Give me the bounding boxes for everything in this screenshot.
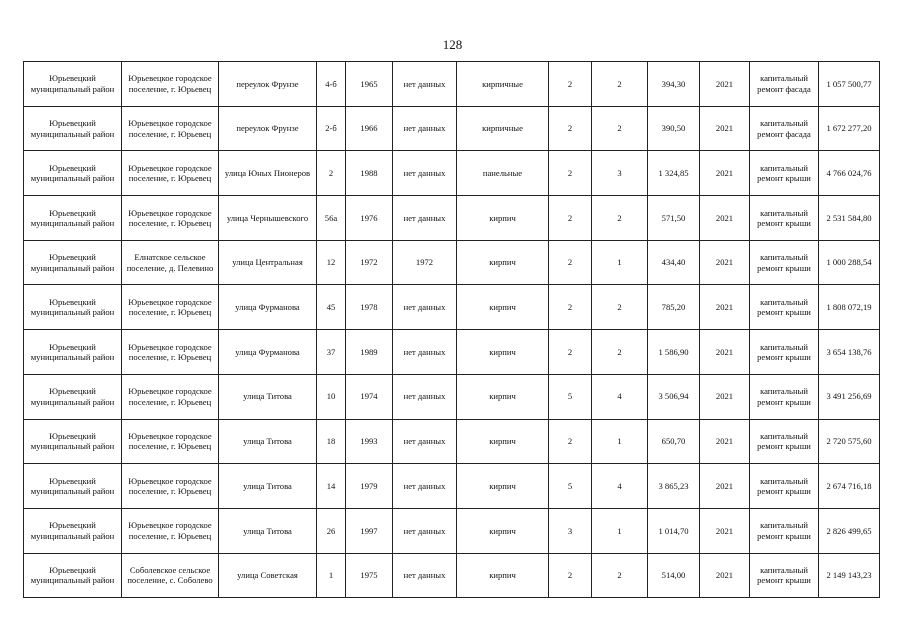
year-built-cell: 1997: [346, 508, 393, 553]
house-number-cell: 45: [317, 285, 346, 330]
table-row: [24, 330, 880, 375]
table-row: [24, 285, 880, 330]
year-built-cell: 1974: [346, 374, 393, 419]
year-built-cell: 1975: [346, 553, 393, 598]
floors-cell: 2: [549, 62, 592, 107]
entrances-cell: 2: [592, 106, 648, 151]
floors-cell: 2: [549, 419, 592, 464]
area-cell: 650,70: [648, 419, 700, 464]
year-built-cell: 1978: [346, 285, 393, 330]
district-cell: Юрьевецкий муниципальный район: [24, 62, 122, 107]
wall-material-cell: кирпичные: [457, 62, 549, 107]
year-built-cell: 1966: [346, 106, 393, 151]
area-cell: 571,50: [648, 196, 700, 241]
plan-year-cell: 2021: [700, 553, 750, 598]
table-row: [24, 62, 880, 107]
work-type-cell: капитальный ремонт крыши: [750, 464, 819, 509]
floors-cell: 2: [549, 106, 592, 151]
plan-year-cell: 2021: [700, 419, 750, 464]
cost-cell: 2 149 143,23: [819, 553, 880, 598]
plan-year-cell: 2021: [700, 240, 750, 285]
settlement-cell: Юрьевецкое городское поселение, г. Юрьевец: [122, 151, 219, 196]
street-cell: улица Советская: [219, 553, 317, 598]
settlement-cell: Юрьевецкое городское поселение, г. Юрьевец: [122, 106, 219, 151]
wall-material-cell: кирпич: [457, 330, 549, 375]
year-second-cell: нет данных: [393, 464, 457, 509]
cost-cell: 3 654 138,76: [819, 330, 880, 375]
street-cell: улица Юных Пионеров: [219, 151, 317, 196]
plan-year-cell: 2021: [700, 62, 750, 107]
settlement-cell: Юрьевецкое городское поселение, г. Юрьевец: [122, 330, 219, 375]
street-cell: улица Чернышевского: [219, 196, 317, 241]
house-number-cell: 14: [317, 464, 346, 509]
settlement-cell: Юрьевецкое городское поселение, г. Юрьевец: [122, 374, 219, 419]
plan-year-cell: 2021: [700, 374, 750, 419]
street-cell: улица Центральная: [219, 240, 317, 285]
house-number-cell: 1: [317, 553, 346, 598]
area-cell: 1 586,90: [648, 330, 700, 375]
wall-material-cell: кирпич: [457, 374, 549, 419]
wall-material-cell: кирпич: [457, 196, 549, 241]
plan-year-cell: 2021: [700, 196, 750, 241]
year-second-cell: нет данных: [393, 106, 457, 151]
table-row: [24, 553, 880, 598]
table-row: [24, 464, 880, 509]
house-number-cell: 12: [317, 240, 346, 285]
year-second-cell: 1972: [393, 240, 457, 285]
year-built-cell: 1979: [346, 464, 393, 509]
plan-year-cell: 2021: [700, 285, 750, 330]
district-cell: Юрьевецкий муниципальный район: [24, 285, 122, 330]
area-cell: 390,50: [648, 106, 700, 151]
district-cell: Юрьевецкий муниципальный район: [24, 196, 122, 241]
page-number: 128: [442, 37, 463, 52]
year-second-cell: нет данных: [393, 330, 457, 375]
table-body: [24, 62, 880, 598]
work-type-cell: капитальный ремонт крыши: [750, 151, 819, 196]
floors-cell: 2: [549, 553, 592, 598]
street-cell: улица Фурманова: [219, 285, 317, 330]
table-row: [24, 508, 880, 553]
floors-cell: 5: [549, 464, 592, 509]
work-type-cell: капитальный ремонт фасада: [750, 62, 819, 107]
area-cell: 3 506,94: [648, 374, 700, 419]
area-cell: 1 324,85: [648, 151, 700, 196]
settlement-cell: Юрьевецкое городское поселение, г. Юрьевец: [122, 285, 219, 330]
entrances-cell: 4: [592, 464, 648, 509]
floors-cell: 3: [549, 508, 592, 553]
floors-cell: 5: [549, 374, 592, 419]
district-cell: Юрьевецкий муниципальный район: [24, 240, 122, 285]
settlement-cell: Юрьевецкое городское поселение, г. Юрьевец: [122, 419, 219, 464]
year-built-cell: 1972: [346, 240, 393, 285]
area-cell: 434,40: [648, 240, 700, 285]
entrances-cell: 2: [592, 285, 648, 330]
entrances-cell: 1: [592, 508, 648, 553]
house-number-cell: 18: [317, 419, 346, 464]
work-type-cell: капитальный ремонт крыши: [750, 419, 819, 464]
year-second-cell: нет данных: [393, 151, 457, 196]
district-cell: Юрьевецкий муниципальный район: [24, 106, 122, 151]
street-cell: улица Титова: [219, 374, 317, 419]
floors-cell: 2: [549, 285, 592, 330]
work-type-cell: капитальный ремонт крыши: [750, 285, 819, 330]
table-row: [24, 196, 880, 241]
area-cell: 3 865,23: [648, 464, 700, 509]
district-cell: Юрьевецкий муниципальный район: [24, 374, 122, 419]
cost-cell: 1 057 500,77: [819, 62, 880, 107]
entrances-cell: 2: [592, 196, 648, 241]
house-number-cell: 2: [317, 151, 346, 196]
house-number-cell: 37: [317, 330, 346, 375]
floors-cell: 2: [549, 196, 592, 241]
floors-cell: 2: [549, 330, 592, 375]
entrances-cell: 2: [592, 62, 648, 107]
street-cell: переулок Фрунзе: [219, 62, 317, 107]
work-type-cell: капитальный ремонт крыши: [750, 240, 819, 285]
wall-material-cell: кирпич: [457, 419, 549, 464]
year-second-cell: нет данных: [393, 285, 457, 330]
table-row: [24, 151, 880, 196]
settlement-cell: Юрьевецкое городское поселение, г. Юрьевец: [122, 62, 219, 107]
settlement-cell: Юрьевецкое городское поселение, г. Юрьевец: [122, 464, 219, 509]
table-row: [24, 374, 880, 419]
wall-material-cell: кирпич: [457, 285, 549, 330]
year-second-cell: нет данных: [393, 508, 457, 553]
cost-cell: 2 826 499,65: [819, 508, 880, 553]
year-second-cell: нет данных: [393, 62, 457, 107]
wall-material-cell: кирпич: [457, 553, 549, 598]
cost-cell: 1 000 288,54: [819, 240, 880, 285]
year-built-cell: 1988: [346, 151, 393, 196]
year-built-cell: 1965: [346, 62, 393, 107]
year-second-cell: нет данных: [393, 553, 457, 598]
year-built-cell: 1976: [346, 196, 393, 241]
wall-material-cell: кирпич: [457, 464, 549, 509]
floors-cell: 2: [549, 151, 592, 196]
area-cell: 514,00: [648, 553, 700, 598]
district-cell: Юрьевецкий муниципальный район: [24, 553, 122, 598]
area-cell: 394,30: [648, 62, 700, 107]
entrances-cell: 1: [592, 240, 648, 285]
year-built-cell: 1993: [346, 419, 393, 464]
area-cell: 785,20: [648, 285, 700, 330]
street-cell: улица Титова: [219, 508, 317, 553]
housing-repair-table: [23, 61, 880, 598]
plan-year-cell: 2021: [700, 330, 750, 375]
year-second-cell: нет данных: [393, 374, 457, 419]
street-cell: улица Титова: [219, 464, 317, 509]
entrances-cell: 1: [592, 419, 648, 464]
cost-cell: 1 672 277,20: [819, 106, 880, 151]
table-row: [24, 106, 880, 151]
cost-cell: 1 808 072,19: [819, 285, 880, 330]
entrances-cell: 2: [592, 330, 648, 375]
cost-cell: 2 674 716,18: [819, 464, 880, 509]
entrances-cell: 3: [592, 151, 648, 196]
wall-material-cell: панельные: [457, 151, 549, 196]
work-type-cell: капитальный ремонт крыши: [750, 330, 819, 375]
plan-year-cell: 2021: [700, 464, 750, 509]
district-cell: Юрьевецкий муниципальный район: [24, 464, 122, 509]
cost-cell: 2 531 584,80: [819, 196, 880, 241]
street-cell: улица Титова: [219, 419, 317, 464]
plan-year-cell: 2021: [700, 508, 750, 553]
area-cell: 1 014,70: [648, 508, 700, 553]
house-number-cell: 4-б: [317, 62, 346, 107]
year-second-cell: нет данных: [393, 419, 457, 464]
cost-cell: 2 720 575,60: [819, 419, 880, 464]
house-number-cell: 26: [317, 508, 346, 553]
settlement-cell: Юрьевецкое городское поселение, г. Юрьевец: [122, 196, 219, 241]
floors-cell: 2: [549, 240, 592, 285]
street-cell: улица Фурманова: [219, 330, 317, 375]
plan-year-cell: 2021: [700, 151, 750, 196]
cost-cell: 3 491 256,69: [819, 374, 880, 419]
settlement-cell: Соболевское сельское поселение, с. Соболево: [122, 553, 219, 598]
house-number-cell: 56а: [317, 196, 346, 241]
wall-material-cell: кирпич: [457, 508, 549, 553]
work-type-cell: капитальный ремонт фасада: [750, 106, 819, 151]
work-type-cell: капитальный ремонт крыши: [750, 374, 819, 419]
wall-material-cell: кирпичные: [457, 106, 549, 151]
year-second-cell: нет данных: [393, 196, 457, 241]
entrances-cell: 4: [592, 374, 648, 419]
table-row: [24, 419, 880, 464]
district-cell: Юрьевецкий муниципальный район: [24, 330, 122, 375]
district-cell: Юрьевецкий муниципальный район: [24, 151, 122, 196]
settlement-cell: Елнатское сельское поселение, д. Пелевино: [122, 240, 219, 285]
entrances-cell: 2: [592, 553, 648, 598]
year-built-cell: 1989: [346, 330, 393, 375]
plan-year-cell: 2021: [700, 106, 750, 151]
wall-material-cell: кирпич: [457, 240, 549, 285]
work-type-cell: капитальный ремонт крыши: [750, 553, 819, 598]
street-cell: переулок Фрунзе: [219, 106, 317, 151]
house-number-cell: 10: [317, 374, 346, 419]
settlement-cell: Юрьевецкое городское поселение, г. Юрьевец: [122, 508, 219, 553]
work-type-cell: капитальный ремонт крыши: [750, 196, 819, 241]
table-row: [24, 240, 880, 285]
work-type-cell: капитальный ремонт крыши: [750, 508, 819, 553]
house-number-cell: 2-б: [317, 106, 346, 151]
district-cell: Юрьевецкий муниципальный район: [24, 419, 122, 464]
district-cell: Юрьевецкий муниципальный район: [24, 508, 122, 553]
cost-cell: 4 766 024,76: [819, 151, 880, 196]
